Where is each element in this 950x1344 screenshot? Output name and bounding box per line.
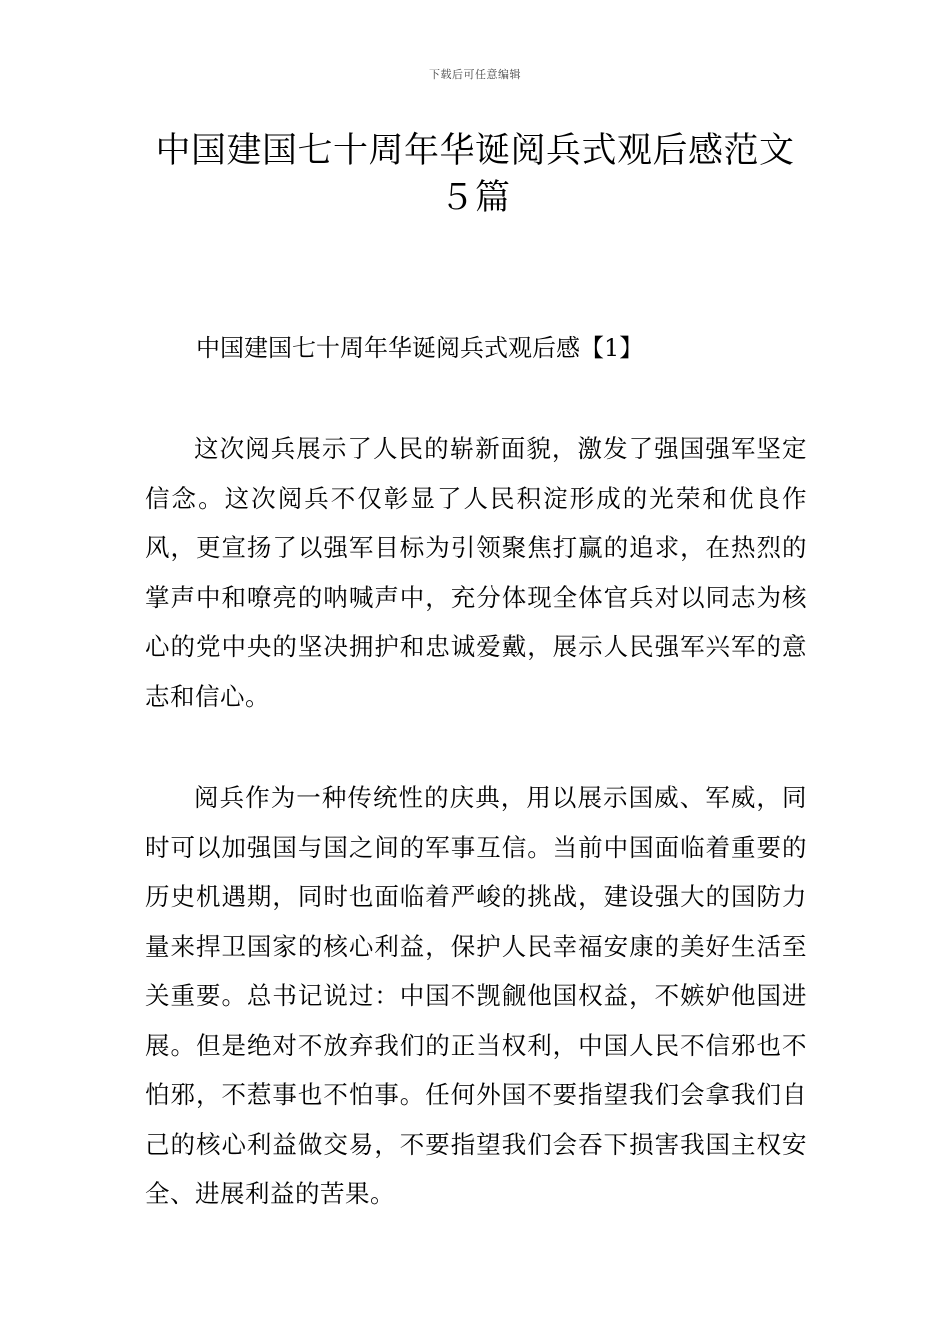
document-title: 中国建国七十周年华诞阅兵式观后感范文５篇 (155, 131, 795, 218)
section-heading: 中国建国七十周年华诞阅兵式观后感【1】 (196, 334, 644, 362)
body-paragraph-2: 阅兵作为一种传统性的庆典，用以展示国威、军威，同时可以加强国与国之间的军事互信。当前中国面临着重要的历史机遇期，同时也面临着严峻的挑战，建设强大的国防力量来捍卫国家的核心利益，保护人民幸福安康的美好生活至关重要。总书记说过：中国不觊觎他国权益，不嫉妒他国进展。但是绝对不放弃我们的正当权利，中国人民不信邪也不怕邪，不惹事也不怕事。任何外国不要指望我们会拿我们自己的核心利益做交易，不要指望我们会吞下损害我国主权安全、进展利益的苦果。 (145, 783, 807, 1208)
body-paragraph-1: 这次阅兵展示了人民的崭新面貌，激发了强国强军坚定信念。这次阅兵不仅彰显了人民积淀形成的光荣和优良作风，更宣扬了以强军目标为引领聚焦打赢的追求，在热烈的掌声中和嘹亮的呐喊声中，充分体现全体官兵对以同志为核心的党中央的坚决拥护和忠诚爱戴，展示人民强军兴军的意志和信心。 (145, 434, 807, 711)
header-note: 下载后可任意编辑 (429, 68, 521, 81)
